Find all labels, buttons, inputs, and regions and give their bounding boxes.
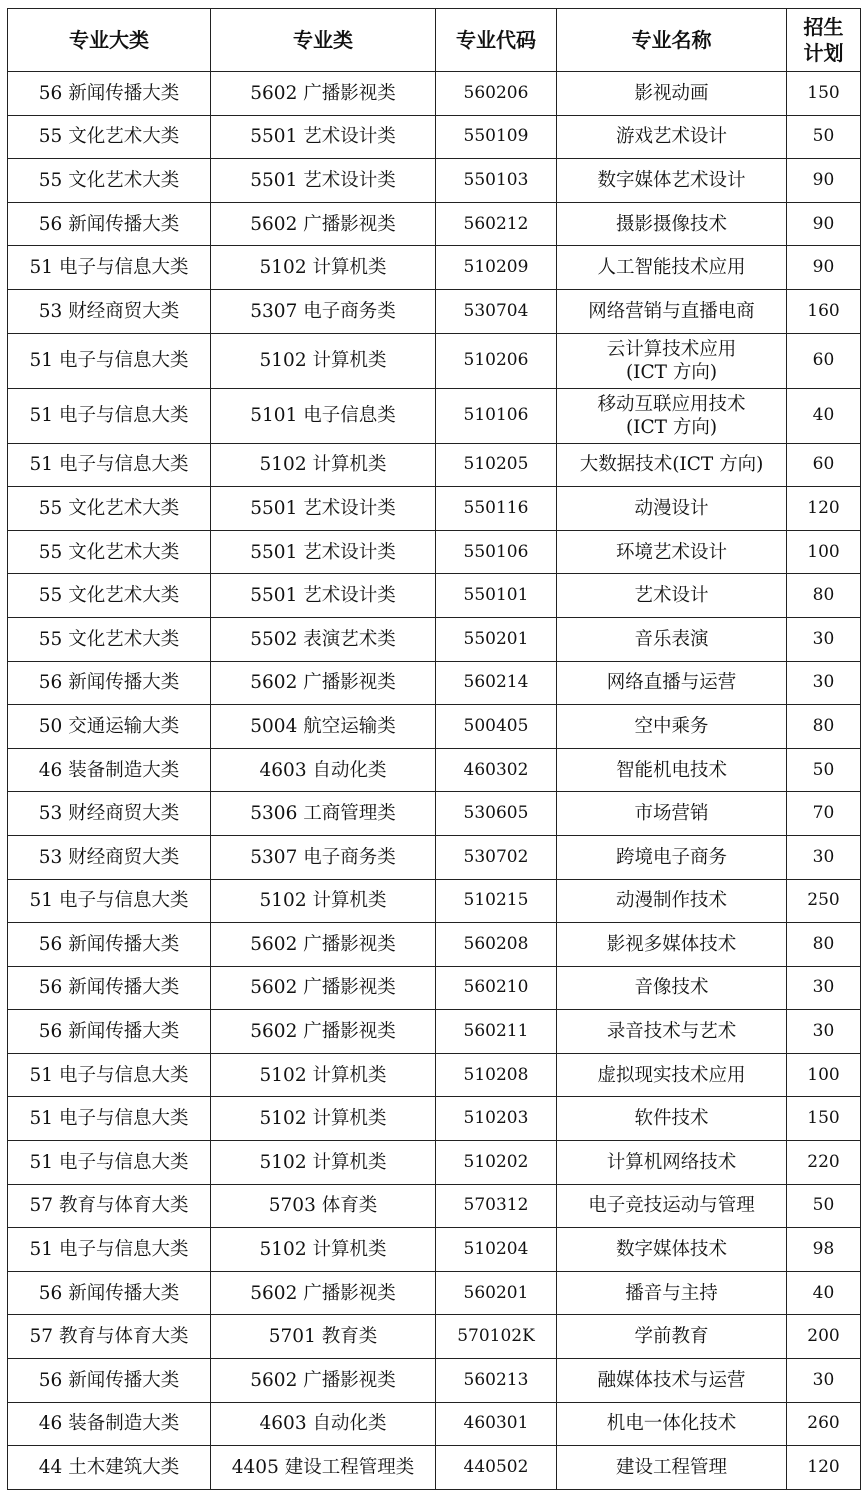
cell-major-name: 播音与主持 — [557, 1271, 787, 1315]
cell-enrollment: 100 — [787, 1053, 861, 1097]
cell-subcategory: 5602 广播影视类 — [211, 1359, 436, 1403]
table-body — [8, 72, 861, 1490]
cell-major-code: 550101 — [436, 574, 557, 618]
cell-enrollment: 90 — [787, 246, 861, 290]
table-row — [8, 1402, 861, 1446]
cell-major-code: 510204 — [436, 1228, 557, 1272]
cell-subcategory: 5102 计算机类 — [211, 1053, 436, 1097]
cell-major-name: 数字媒体艺术设计 — [557, 159, 787, 203]
cell-category: 55 文化艺术大类 — [8, 487, 211, 531]
cell-major-name: 网络直播与运营 — [557, 661, 787, 705]
cell-major-name: 摄影摄像技术 — [557, 202, 787, 246]
cell-major-name: 影视动画 — [557, 72, 787, 116]
cell-enrollment: 120 — [787, 1446, 861, 1490]
major-name-line1: 云计算技术应用 — [606, 338, 737, 360]
cell-category: 55 文化艺术大类 — [8, 115, 211, 159]
cell-category: 51 电子与信息大类 — [8, 1141, 211, 1185]
table-row — [8, 289, 861, 333]
cell-major-name: 学前教育 — [557, 1315, 787, 1359]
cell-major-name: 市场营销 — [557, 792, 787, 836]
cell-subcategory: 4603 自动化类 — [211, 1402, 436, 1446]
cell-major-name — [557, 388, 787, 443]
cell-major-code: 560210 — [436, 966, 557, 1010]
cell-major-name: 环境艺术设计 — [557, 530, 787, 574]
cell-subcategory: 5102 计算机类 — [211, 1141, 436, 1185]
cell-major-code: 510215 — [436, 879, 557, 923]
cell-major-code: 510206 — [436, 333, 557, 388]
cell-category: 53 财经商贸大类 — [8, 835, 211, 879]
header-major-name: 专业名称 — [557, 9, 787, 72]
cell-major-code: 510205 — [436, 443, 557, 487]
cell-subcategory: 5307 电子商务类 — [211, 835, 436, 879]
cell-major-code: 460301 — [436, 1402, 557, 1446]
cell-category: 57 教育与体育大类 — [8, 1315, 211, 1359]
cell-major-name: 虚拟现实技术应用 — [557, 1053, 787, 1097]
cell-major-code: 530702 — [436, 835, 557, 879]
cell-subcategory: 5602 广播影视类 — [211, 1010, 436, 1054]
cell-major-name: 机电一体化技术 — [557, 1402, 787, 1446]
table-row — [8, 923, 861, 967]
cell-major-code: 570312 — [436, 1184, 557, 1228]
cell-enrollment: 50 — [787, 1184, 861, 1228]
cell-enrollment: 150 — [787, 72, 861, 116]
table-row — [8, 388, 861, 443]
cell-enrollment: 60 — [787, 333, 861, 388]
cell-enrollment: 30 — [787, 617, 861, 661]
cell-enrollment: 90 — [787, 202, 861, 246]
table-row — [8, 530, 861, 574]
table-row — [8, 1315, 861, 1359]
cell-major-code: 570102K — [436, 1315, 557, 1359]
cell-category: 56 新闻传播大类 — [8, 1359, 211, 1403]
table-row — [8, 1359, 861, 1403]
cell-enrollment: 80 — [787, 574, 861, 618]
table-row — [8, 246, 861, 290]
cell-major-code: 510202 — [436, 1141, 557, 1185]
cell-major-name: 智能机电技术 — [557, 748, 787, 792]
cell-enrollment: 40 — [787, 388, 861, 443]
table-row — [8, 1010, 861, 1054]
cell-subcategory: 5602 广播影视类 — [211, 1271, 436, 1315]
cell-enrollment: 98 — [787, 1228, 861, 1272]
cell-category: 55 文化艺术大类 — [8, 530, 211, 574]
cell-major-code: 560211 — [436, 1010, 557, 1054]
header-subcategory: 专业类 — [211, 9, 436, 72]
cell-subcategory: 5501 艺术设计类 — [211, 487, 436, 531]
cell-enrollment: 50 — [787, 748, 861, 792]
cell-major-code: 550201 — [436, 617, 557, 661]
cell-major-name: 动漫设计 — [557, 487, 787, 531]
cell-subcategory: 5101 电子信息类 — [211, 388, 436, 443]
table-row — [8, 1184, 861, 1228]
cell-subcategory: 5102 计算机类 — [211, 333, 436, 388]
cell-subcategory: 5501 艺术设计类 — [211, 159, 436, 203]
cell-enrollment: 150 — [787, 1097, 861, 1141]
cell-major-name: 空中乘务 — [557, 705, 787, 749]
cell-subcategory: 5501 艺术设计类 — [211, 574, 436, 618]
table-row — [8, 1446, 861, 1490]
cell-category: 56 新闻传播大类 — [8, 966, 211, 1010]
cell-category: 50 交通运输大类 — [8, 705, 211, 749]
header-category: 专业大类 — [8, 9, 211, 72]
cell-subcategory: 4603 自动化类 — [211, 748, 436, 792]
cell-category: 56 新闻传播大类 — [8, 72, 211, 116]
table-row — [8, 879, 861, 923]
cell-category: 55 文化艺术大类 — [8, 159, 211, 203]
table-row — [8, 333, 861, 388]
cell-major-code: 560208 — [436, 923, 557, 967]
cell-category: 57 教育与体育大类 — [8, 1184, 211, 1228]
cell-subcategory: 4405 建设工程管理类 — [211, 1446, 436, 1490]
cell-major-name: 融媒体技术与运营 — [557, 1359, 787, 1403]
cell-major-code: 550109 — [436, 115, 557, 159]
cell-major-name: 数字媒体技术 — [557, 1228, 787, 1272]
cell-subcategory: 5306 工商管理类 — [211, 792, 436, 836]
cell-subcategory: 5602 广播影视类 — [211, 202, 436, 246]
table-row — [8, 1228, 861, 1272]
cell-subcategory: 5102 计算机类 — [211, 1228, 436, 1272]
table-row — [8, 443, 861, 487]
cell-subcategory: 5602 广播影视类 — [211, 923, 436, 967]
cell-category: 44 土木建筑大类 — [8, 1446, 211, 1490]
cell-major-code: 530704 — [436, 289, 557, 333]
cell-subcategory: 5703 体育类 — [211, 1184, 436, 1228]
table-row — [8, 1053, 861, 1097]
cell-major-code: 550103 — [436, 159, 557, 203]
cell-subcategory: 5701 教育类 — [211, 1315, 436, 1359]
cell-major-name: 软件技术 — [557, 1097, 787, 1141]
cell-major-code: 510208 — [436, 1053, 557, 1097]
cell-major-name: 录音技术与艺术 — [557, 1010, 787, 1054]
cell-category: 46 装备制造大类 — [8, 748, 211, 792]
cell-enrollment: 30 — [787, 661, 861, 705]
cell-category: 51 电子与信息大类 — [8, 443, 211, 487]
cell-subcategory: 5602 广播影视类 — [211, 72, 436, 116]
cell-subcategory: 5102 计算机类 — [211, 879, 436, 923]
header-major-code: 专业代码 — [436, 9, 557, 72]
cell-enrollment: 80 — [787, 923, 861, 967]
cell-major-name: 建设工程管理 — [557, 1446, 787, 1490]
cell-enrollment: 200 — [787, 1315, 861, 1359]
table-row — [8, 1271, 861, 1315]
cell-major-name: 大数据技术(ICT 方向) — [557, 443, 787, 487]
table-row — [8, 574, 861, 618]
cell-enrollment: 60 — [787, 443, 861, 487]
cell-major-code: 440502 — [436, 1446, 557, 1490]
header-enrollment-line2: 计划 — [803, 41, 844, 65]
cell-enrollment: 30 — [787, 1010, 861, 1054]
enrollment-table-container — [7, 8, 860, 1490]
cell-enrollment: 40 — [787, 1271, 861, 1315]
header-enrollment-plan — [787, 9, 861, 72]
cell-enrollment: 70 — [787, 792, 861, 836]
cell-category: 56 新闻传播大类 — [8, 1010, 211, 1054]
cell-category: 56 新闻传播大类 — [8, 661, 211, 705]
cell-major-code: 550116 — [436, 487, 557, 531]
cell-major-code: 560213 — [436, 1359, 557, 1403]
cell-category: 51 电子与信息大类 — [8, 1097, 211, 1141]
cell-enrollment: 100 — [787, 530, 861, 574]
cell-category: 51 电子与信息大类 — [8, 246, 211, 290]
cell-category: 56 新闻传播大类 — [8, 923, 211, 967]
cell-major-code: 560201 — [436, 1271, 557, 1315]
cell-major-name: 音像技术 — [557, 966, 787, 1010]
table-row — [8, 159, 861, 203]
table-row — [8, 617, 861, 661]
cell-enrollment: 160 — [787, 289, 861, 333]
cell-major-code: 530605 — [436, 792, 557, 836]
table-row — [8, 487, 861, 531]
table-row — [8, 966, 861, 1010]
cell-enrollment: 250 — [787, 879, 861, 923]
cell-major-name — [557, 333, 787, 388]
cell-subcategory: 5102 计算机类 — [211, 246, 436, 290]
cell-major-code: 510209 — [436, 246, 557, 290]
cell-enrollment: 80 — [787, 705, 861, 749]
cell-subcategory: 5501 艺术设计类 — [211, 115, 436, 159]
table-row — [8, 115, 861, 159]
cell-major-name: 音乐表演 — [557, 617, 787, 661]
cell-subcategory: 5502 表演艺术类 — [211, 617, 436, 661]
table-row — [8, 1141, 861, 1185]
cell-subcategory: 5307 电子商务类 — [211, 289, 436, 333]
table-row — [8, 1097, 861, 1141]
cell-category: 46 装备制造大类 — [8, 1402, 211, 1446]
cell-enrollment: 260 — [787, 1402, 861, 1446]
cell-major-code: 550106 — [436, 530, 557, 574]
cell-category: 51 电子与信息大类 — [8, 388, 211, 443]
cell-major-name: 跨境电子商务 — [557, 835, 787, 879]
cell-major-code: 510203 — [436, 1097, 557, 1141]
cell-category: 56 新闻传播大类 — [8, 202, 211, 246]
table-row — [8, 835, 861, 879]
cell-category: 55 文化艺术大类 — [8, 574, 211, 618]
cell-major-name: 动漫制作技术 — [557, 879, 787, 923]
table-row — [8, 748, 861, 792]
table-row — [8, 705, 861, 749]
cell-subcategory: 5102 计算机类 — [211, 443, 436, 487]
cell-category: 51 电子与信息大类 — [8, 1228, 211, 1272]
cell-category: 51 电子与信息大类 — [8, 1053, 211, 1097]
cell-subcategory: 5602 广播影视类 — [211, 966, 436, 1010]
cell-major-code: 560206 — [436, 72, 557, 116]
cell-subcategory: 5602 广播影视类 — [211, 661, 436, 705]
cell-category: 51 电子与信息大类 — [8, 333, 211, 388]
cell-major-name: 游戏艺术设计 — [557, 115, 787, 159]
table-row — [8, 792, 861, 836]
cell-enrollment: 220 — [787, 1141, 861, 1185]
major-name-line2: (ICT 方向) — [625, 361, 718, 383]
cell-subcategory: 5004 航空运输类 — [211, 705, 436, 749]
cell-major-name: 网络营销与直播电商 — [557, 289, 787, 333]
cell-enrollment: 30 — [787, 835, 861, 879]
table-row — [8, 202, 861, 246]
cell-major-code: 500405 — [436, 705, 557, 749]
enrollment-plan-table — [7, 8, 861, 1490]
cell-category: 53 财经商贸大类 — [8, 792, 211, 836]
table-row — [8, 72, 861, 116]
cell-category: 51 电子与信息大类 — [8, 879, 211, 923]
cell-major-name: 影视多媒体技术 — [557, 923, 787, 967]
major-name-line2: (ICT 方向) — [625, 416, 718, 438]
cell-major-code: 460302 — [436, 748, 557, 792]
cell-major-name: 电子竞技运动与管理 — [557, 1184, 787, 1228]
cell-major-code: 510106 — [436, 388, 557, 443]
cell-major-code: 560212 — [436, 202, 557, 246]
cell-subcategory: 5501 艺术设计类 — [211, 530, 436, 574]
major-name-line1: 移动互联应用技术 — [597, 393, 746, 415]
cell-category: 53 财经商贸大类 — [8, 289, 211, 333]
table-header-row — [8, 9, 861, 72]
cell-enrollment: 30 — [787, 1359, 861, 1403]
cell-subcategory: 5102 计算机类 — [211, 1097, 436, 1141]
cell-category: 56 新闻传播大类 — [8, 1271, 211, 1315]
cell-enrollment: 120 — [787, 487, 861, 531]
cell-major-code: 560214 — [436, 661, 557, 705]
cell-major-name: 人工智能技术应用 — [557, 246, 787, 290]
header-enrollment-line1: 招生 — [803, 15, 844, 39]
cell-major-name: 计算机网络技术 — [557, 1141, 787, 1185]
cell-enrollment: 90 — [787, 159, 861, 203]
cell-enrollment: 30 — [787, 966, 861, 1010]
cell-category: 55 文化艺术大类 — [8, 617, 211, 661]
cell-enrollment: 50 — [787, 115, 861, 159]
table-row — [8, 661, 861, 705]
cell-major-name: 艺术设计 — [557, 574, 787, 618]
